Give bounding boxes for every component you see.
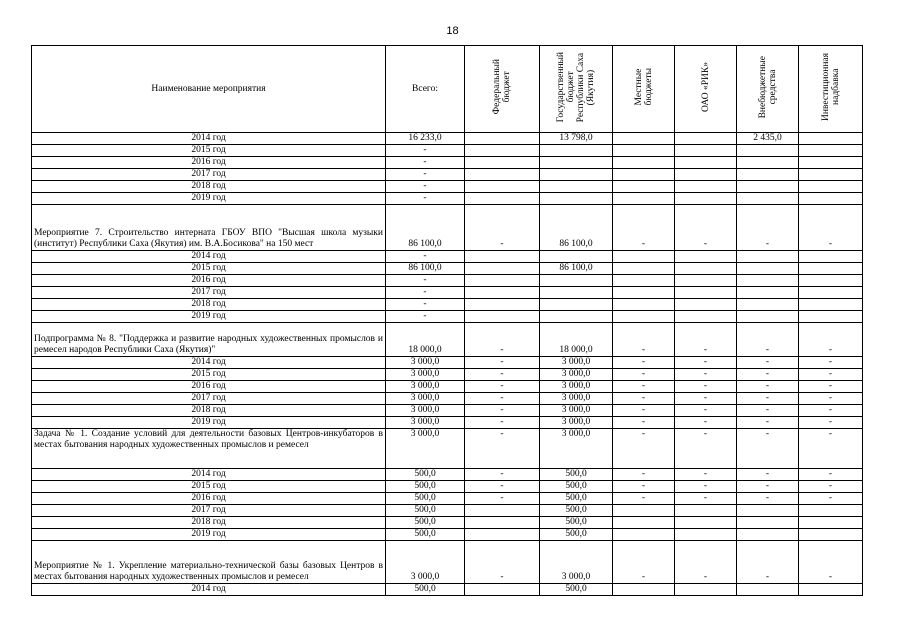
cell-state: [540, 181, 613, 193]
cell-total: 500,0: [386, 481, 465, 493]
cell-inv: [799, 133, 863, 145]
section-title-row: [32, 429, 863, 469]
cell-total: -: [386, 193, 465, 205]
cell-rik: -: [675, 417, 737, 429]
cell-inv: -: [799, 405, 863, 417]
cell-fed: -: [465, 393, 540, 405]
cell-off: -: [737, 469, 799, 481]
year-label: 2016 год: [32, 381, 386, 393]
cell-rik: [675, 275, 737, 287]
year-row: [32, 381, 863, 393]
section-local: -: [613, 205, 675, 251]
cell-rik: [675, 311, 737, 323]
cell-local: -: [613, 381, 675, 393]
cell-local: [613, 311, 675, 323]
cell-fed: [465, 517, 540, 529]
year-label: 2017 год: [32, 287, 386, 299]
section-off: -: [737, 205, 799, 251]
year-label: 2018 год: [32, 299, 386, 311]
section-state: 18 000,0: [540, 323, 613, 357]
cell-rik: -: [675, 493, 737, 505]
cell-local: [613, 529, 675, 541]
cell-inv: [799, 263, 863, 275]
year-label: 2018 год: [32, 517, 386, 529]
year-row: [32, 493, 863, 505]
section-title-row: [32, 541, 863, 584]
cell-state: 3 000,0: [540, 381, 613, 393]
section-title: Мероприятие 7. Строительство интерната ГБОУ ВПО "Высшая школа музыки (институт) Республики Саха (Якутия) им. В.А.Босикова" на 150 мест: [32, 205, 386, 251]
cell-total: 3 000,0: [386, 417, 465, 429]
cell-off: -: [737, 481, 799, 493]
cell-fed: [465, 505, 540, 517]
year-label: 2018 год: [32, 181, 386, 193]
cell-state: 86 100,0: [540, 263, 613, 275]
cell-fed: [465, 584, 540, 596]
section-title-row: [32, 205, 863, 251]
section-inv: -: [799, 205, 863, 251]
cell-total: 16 233,0: [386, 133, 465, 145]
cell-fed: [465, 157, 540, 169]
header-name: Наименование мероприятия: [32, 46, 386, 133]
year-label: 2015 год: [32, 481, 386, 493]
cell-fed: [465, 193, 540, 205]
year-label: 2014 год: [32, 357, 386, 369]
cell-off: -: [737, 493, 799, 505]
cell-state: [540, 299, 613, 311]
cell-local: [613, 505, 675, 517]
cell-rik: -: [675, 469, 737, 481]
cell-fed: [465, 299, 540, 311]
header-row: [32, 46, 863, 133]
year-label: 2014 год: [32, 133, 386, 145]
section-rik: -: [675, 541, 737, 584]
year-row: [32, 369, 863, 381]
cell-total: -: [386, 287, 465, 299]
cell-rik: [675, 157, 737, 169]
header-local: Местные бюджеты: [613, 46, 675, 133]
section-total: 86 100,0: [386, 205, 465, 251]
year-row: [32, 405, 863, 417]
cell-inv: [799, 311, 863, 323]
cell-fed: [465, 529, 540, 541]
cell-fed: [465, 275, 540, 287]
cell-inv: [799, 505, 863, 517]
cell-state: [540, 251, 613, 263]
cell-local: -: [613, 405, 675, 417]
cell-local: [613, 133, 675, 145]
cell-state: [540, 287, 613, 299]
cell-local: [613, 275, 675, 287]
cell-state: 3 000,0: [540, 405, 613, 417]
cell-rik: [675, 505, 737, 517]
cell-rik: -: [675, 381, 737, 393]
year-label: 2019 год: [32, 311, 386, 323]
section-off: -: [737, 429, 799, 469]
cell-inv: [799, 169, 863, 181]
cell-off: [737, 251, 799, 263]
cell-rik: -: [675, 369, 737, 381]
cell-inv: [799, 181, 863, 193]
section-fed: -: [465, 541, 540, 584]
cell-total: 3 000,0: [386, 357, 465, 369]
page-number: 18: [446, 25, 459, 37]
year-label: 2015 год: [32, 263, 386, 275]
cell-local: [613, 251, 675, 263]
cell-total: 500,0: [386, 505, 465, 517]
year-row: [32, 133, 863, 145]
cell-off: [737, 169, 799, 181]
cell-local: -: [613, 417, 675, 429]
year-row: [32, 287, 863, 299]
cell-off: [737, 311, 799, 323]
cell-state: 500,0: [540, 493, 613, 505]
cell-off: [737, 287, 799, 299]
cell-total: -: [386, 311, 465, 323]
year-row: [32, 584, 863, 596]
section-local: -: [613, 429, 675, 469]
year-row: [32, 357, 863, 369]
header-invest: Инвестиционная надбавка: [799, 46, 863, 133]
header-rik: ОАО «РИК»: [675, 46, 737, 133]
cell-local: [613, 193, 675, 205]
cell-total: -: [386, 181, 465, 193]
year-label: 2014 год: [32, 584, 386, 596]
cell-fed: -: [465, 493, 540, 505]
cell-total: 86 100,0: [386, 263, 465, 275]
year-row: [32, 193, 863, 205]
cell-rik: [675, 263, 737, 275]
cell-total: 500,0: [386, 584, 465, 596]
cell-inv: [799, 251, 863, 263]
section-total: 18 000,0: [386, 323, 465, 357]
year-label: 2014 год: [32, 469, 386, 481]
cell-state: [540, 169, 613, 181]
section-title: Подпрограмма № 8. "Поддержка и развитие народных художественных промыслов и ремесел народов Республики Саха (Якутия)": [32, 323, 386, 357]
cell-fed: -: [465, 369, 540, 381]
cell-rik: [675, 181, 737, 193]
year-label: 2019 год: [32, 529, 386, 541]
cell-rik: [675, 529, 737, 541]
cell-fed: -: [465, 405, 540, 417]
cell-rik: [675, 287, 737, 299]
cell-rik: [675, 169, 737, 181]
section-title: Мероприятие № 1. Укрепление материально-технической базы базовых Центров в местах бытования народных художественных промыслов и ремесел: [32, 541, 386, 584]
cell-state: [540, 275, 613, 287]
section-rik: -: [675, 323, 737, 357]
cell-inv: [799, 584, 863, 596]
cell-state: 3 000,0: [540, 369, 613, 381]
cell-state: 3 000,0: [540, 393, 613, 405]
cell-state: [540, 157, 613, 169]
section-title: Задача № 1. Создание условий для деятельности базовых Центров-инкубаторов в местах бытования народных художественных промыслов и ремесел: [32, 429, 386, 469]
cell-inv: [799, 287, 863, 299]
year-row: [32, 181, 863, 193]
cell-fed: [465, 169, 540, 181]
year-label: 2015 год: [32, 369, 386, 381]
funding-table: [31, 45, 863, 596]
year-row: [32, 311, 863, 323]
cell-rik: [675, 193, 737, 205]
cell-rik: [675, 299, 737, 311]
year-row: [32, 169, 863, 181]
cell-local: -: [613, 357, 675, 369]
cell-rik: [675, 145, 737, 157]
cell-state: 500,0: [540, 481, 613, 493]
cell-local: -: [613, 493, 675, 505]
year-row: [32, 505, 863, 517]
year-label: 2017 год: [32, 169, 386, 181]
year-row: [32, 529, 863, 541]
cell-inv: [799, 145, 863, 157]
cell-off: [737, 584, 799, 596]
cell-inv: [799, 529, 863, 541]
cell-local: [613, 157, 675, 169]
year-row: [32, 157, 863, 169]
cell-total: 500,0: [386, 493, 465, 505]
cell-inv: -: [799, 493, 863, 505]
year-row: [32, 481, 863, 493]
section-state: 3 000,0: [540, 541, 613, 584]
cell-inv: [799, 517, 863, 529]
year-row: [32, 299, 863, 311]
cell-rik: [675, 251, 737, 263]
cell-local: [613, 181, 675, 193]
section-rik: -: [675, 205, 737, 251]
cell-off: -: [737, 405, 799, 417]
cell-fed: [465, 251, 540, 263]
cell-fed: [465, 287, 540, 299]
section-fed: -: [465, 429, 540, 469]
cell-inv: [799, 299, 863, 311]
cell-local: -: [613, 481, 675, 493]
cell-inv: [799, 157, 863, 169]
cell-fed: -: [465, 417, 540, 429]
year-row: [32, 145, 863, 157]
section-total: 3 000,0: [386, 541, 465, 584]
year-label: 2018 год: [32, 405, 386, 417]
header-federal: Федеральный бюджет: [465, 46, 540, 133]
cell-state: [540, 145, 613, 157]
cell-off: -: [737, 417, 799, 429]
cell-inv: -: [799, 369, 863, 381]
cell-inv: -: [799, 393, 863, 405]
cell-local: [613, 584, 675, 596]
cell-local: -: [613, 393, 675, 405]
cell-total: 500,0: [386, 469, 465, 481]
year-row: [32, 469, 863, 481]
cell-inv: -: [799, 417, 863, 429]
cell-state: 500,0: [540, 505, 613, 517]
cell-local: -: [613, 369, 675, 381]
cell-state: 500,0: [540, 517, 613, 529]
cell-state: 3 000,0: [540, 357, 613, 369]
cell-rik: [675, 133, 737, 145]
cell-fed: -: [465, 381, 540, 393]
section-fed: -: [465, 323, 540, 357]
cell-off: [737, 529, 799, 541]
cell-state: 500,0: [540, 529, 613, 541]
cell-total: 3 000,0: [386, 381, 465, 393]
cell-inv: -: [799, 357, 863, 369]
cell-total: 3 000,0: [386, 393, 465, 405]
section-state: 3 000,0: [540, 429, 613, 469]
cell-inv: [799, 193, 863, 205]
year-row: [32, 517, 863, 529]
cell-local: [613, 517, 675, 529]
cell-fed: [465, 145, 540, 157]
cell-total: 500,0: [386, 517, 465, 529]
cell-total: -: [386, 275, 465, 287]
header-offbudget: Внебюджетные средства: [737, 46, 799, 133]
cell-inv: -: [799, 381, 863, 393]
cell-off: [737, 275, 799, 287]
cell-rik: -: [675, 481, 737, 493]
cell-rik: -: [675, 357, 737, 369]
cell-fed: -: [465, 469, 540, 481]
year-label: 2015 год: [32, 145, 386, 157]
year-label: 2016 год: [32, 493, 386, 505]
year-row: [32, 417, 863, 429]
cell-local: [613, 287, 675, 299]
cell-off: [737, 181, 799, 193]
section-title-row: [32, 323, 863, 357]
cell-off: [737, 299, 799, 311]
year-label: 2019 год: [32, 417, 386, 429]
cell-total: -: [386, 169, 465, 181]
cell-rik: -: [675, 393, 737, 405]
year-label: 2019 год: [32, 193, 386, 205]
cell-inv: -: [799, 481, 863, 493]
year-row: [32, 393, 863, 405]
cell-local: [613, 299, 675, 311]
year-row: [32, 275, 863, 287]
cell-fed: [465, 181, 540, 193]
section-state: 86 100,0: [540, 205, 613, 251]
cell-total: -: [386, 299, 465, 311]
header-state: Государственный бюджет Республики Саха (Якутия): [540, 46, 613, 133]
cell-off: -: [737, 381, 799, 393]
cell-total: 3 000,0: [386, 405, 465, 417]
cell-total: -: [386, 145, 465, 157]
cell-inv: [799, 275, 863, 287]
cell-rik: [675, 584, 737, 596]
cell-state: 3 000,0: [540, 417, 613, 429]
cell-off: [737, 193, 799, 205]
cell-state: 500,0: [540, 469, 613, 481]
cell-inv: -: [799, 469, 863, 481]
section-inv: -: [799, 323, 863, 357]
section-inv: -: [799, 429, 863, 469]
cell-rik: -: [675, 405, 737, 417]
cell-fed: [465, 133, 540, 145]
cell-total: 500,0: [386, 529, 465, 541]
cell-local: [613, 169, 675, 181]
cell-off: [737, 263, 799, 275]
cell-off: [737, 157, 799, 169]
cell-off: [737, 505, 799, 517]
cell-off: 2 435,0: [737, 133, 799, 145]
cell-state: 13 798,0: [540, 133, 613, 145]
cell-fed: [465, 263, 540, 275]
cell-total: 3 000,0: [386, 369, 465, 381]
cell-fed: [465, 311, 540, 323]
year-row: [32, 251, 863, 263]
section-off: -: [737, 323, 799, 357]
cell-off: -: [737, 357, 799, 369]
section-total: 3 000,0: [386, 429, 465, 469]
cell-fed: -: [465, 357, 540, 369]
cell-total: -: [386, 251, 465, 263]
cell-off: -: [737, 369, 799, 381]
cell-off: -: [737, 393, 799, 405]
section-local: -: [613, 323, 675, 357]
cell-local: [613, 263, 675, 275]
cell-fed: -: [465, 481, 540, 493]
section-rik: -: [675, 429, 737, 469]
cell-local: [613, 145, 675, 157]
section-local: -: [613, 541, 675, 584]
header-total: Всего:: [386, 46, 465, 133]
year-label: 2014 год: [32, 251, 386, 263]
section-fed: -: [465, 205, 540, 251]
section-inv: -: [799, 541, 863, 584]
year-row: [32, 263, 863, 275]
cell-local: -: [613, 469, 675, 481]
section-off: -: [737, 541, 799, 584]
cell-off: [737, 517, 799, 529]
cell-total: -: [386, 157, 465, 169]
cell-off: [737, 145, 799, 157]
cell-rik: [675, 517, 737, 529]
year-label: 2017 год: [32, 505, 386, 517]
year-label: 2017 год: [32, 393, 386, 405]
year-label: 2016 год: [32, 275, 386, 287]
cell-state: [540, 193, 613, 205]
cell-state: 500,0: [540, 584, 613, 596]
year-label: 2016 год: [32, 157, 386, 169]
cell-state: [540, 311, 613, 323]
